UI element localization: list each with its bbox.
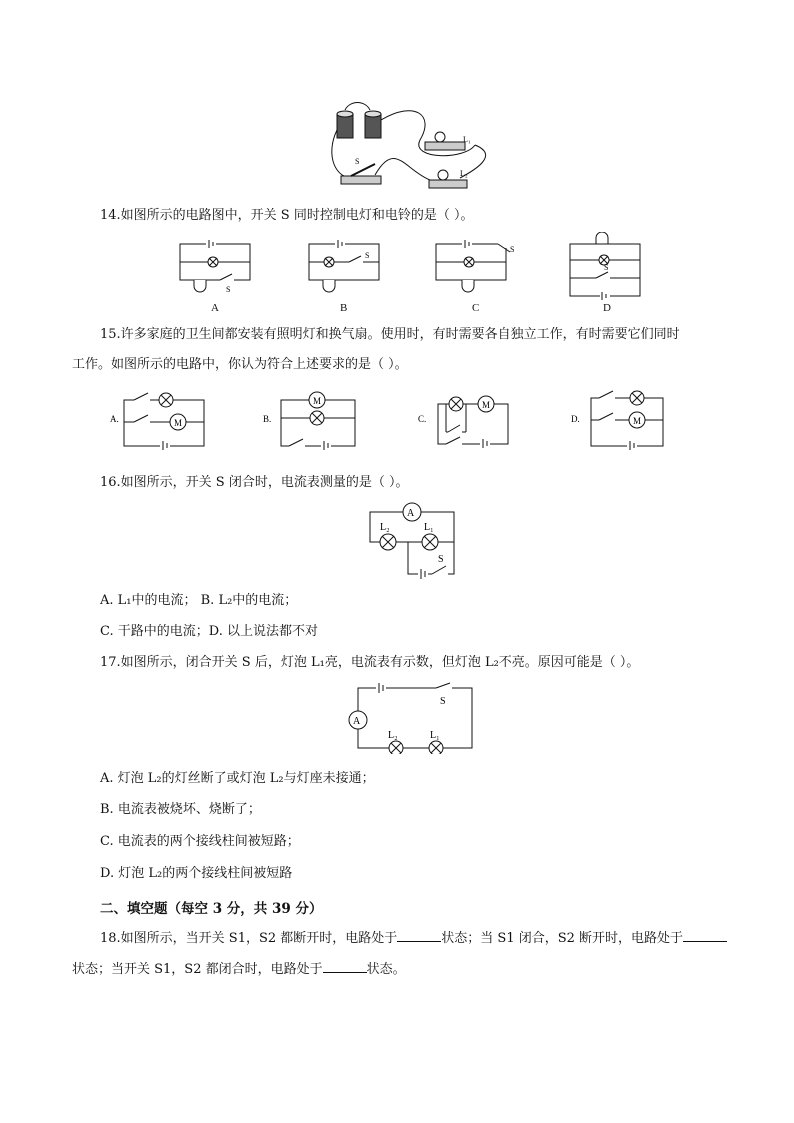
q18-blank-2[interactable] <box>683 929 727 942</box>
switch-s-label: S <box>438 554 444 565</box>
section-2-title: 二、填空题（每空 3 分，共 39 分） <box>100 901 323 917</box>
q14-option-d-label: D <box>603 302 611 314</box>
q15-question-line2: 工作。如图所示的电路中，你认为符合上述要求的是（ ）。 <box>72 357 408 372</box>
q13-physical-circuit-figure <box>325 100 500 192</box>
q14-option-a-circuit <box>176 240 254 300</box>
l1-label: L₁ <box>430 730 440 741</box>
l2-label: L₂ <box>460 169 468 178</box>
q16-options-ab: A. L₁中的电流； B. L₂中的电流； <box>100 593 298 608</box>
q15-option-b-circuit <box>263 384 363 450</box>
q15-option-d-circuit <box>571 384 671 450</box>
switch-s-label: S <box>226 285 231 294</box>
motor-label: M <box>482 400 491 410</box>
ammeter-label: A <box>353 716 361 727</box>
q15-d-label: D. <box>571 414 580 424</box>
switch-s-label: S <box>604 263 609 272</box>
q14-option-b-circuit <box>305 240 383 300</box>
q18-question-line1 <box>100 929 727 948</box>
q18-question-line2 <box>72 960 406 979</box>
q18-part3: 状态；当开关 S1，S2 都闭合时，电路处于 <box>72 962 323 977</box>
q15-option-a-circuit <box>110 384 210 450</box>
q14-option-a-label: A <box>211 302 219 314</box>
q17-option-d: D. 灯泡 L₂的两个接线柱间被短路 <box>100 866 293 881</box>
motor-label: M <box>174 418 183 428</box>
q15-a-label: A. <box>110 414 119 424</box>
q18-part2: 状态；当 S1 闭合，S2 断开时，电路处于 <box>441 931 684 946</box>
q15-b-label: B. <box>263 414 272 424</box>
q15-option-c-circuit <box>418 384 518 450</box>
s-label: S <box>355 157 360 166</box>
switch-s-label: S <box>365 251 370 260</box>
q17-circuit-figure <box>344 682 474 754</box>
l1-label: L₁ <box>424 522 434 533</box>
switch-s-label: S <box>440 696 446 707</box>
q14-option-d-circuit <box>566 232 648 300</box>
q18-part1: 18.如图所示，当开关 S1，S2 都断开时，电路处于 <box>100 931 398 946</box>
q14-option-b-label: B <box>340 302 348 314</box>
q16-circuit-figure <box>368 498 468 582</box>
ammeter-label: A <box>407 508 415 519</box>
q17-question: 17.如图所示，闭合开关 S 后，灯泡 L₁亮，电流表有示数，但灯泡 L₂不亮。原因可能是（ ）。 <box>100 655 640 670</box>
q15-question-line1: 15.许多家庭的卫生间都安装有照明灯和换气扇。使用时，有时需要各自独立工作，有时需要它们同时 <box>100 327 680 342</box>
motor-label: M <box>313 396 322 406</box>
q14-option-c-label: C <box>472 302 480 314</box>
q15-c-label: C. <box>418 414 427 424</box>
q18-blank-1[interactable] <box>397 929 441 942</box>
switch-s-label: S <box>510 245 515 254</box>
l1-label: L₁ <box>463 135 471 144</box>
q17-option-a: A. 灯泡 L₂的灯丝断了或灯泡 L₂与灯座未接通； <box>100 771 375 786</box>
q16-question: 16.如图所示，开关 S 闭合时，电流表测量的是（ ）。 <box>100 475 409 490</box>
l2-label: L₂ <box>380 522 390 533</box>
q17-option-c: C. 电流表的两个接线柱间被短路； <box>100 834 300 849</box>
q14-option-c-circuit <box>432 240 522 300</box>
q18-part4: 状态。 <box>366 962 406 977</box>
motor-label: M <box>633 416 642 426</box>
q14-question: 14.如图所示的电路图中，开关 S 同时控制电灯和电铃的是（ ）。 <box>100 208 474 223</box>
l2-label: L₂ <box>388 730 398 741</box>
q17-option-b: B. 电流表被烧坏、烧断了； <box>100 802 261 817</box>
q18-blank-3[interactable] <box>323 960 367 973</box>
q16-options-cd: C. 干路中的电流；D. 以上说法都不对 <box>100 624 318 639</box>
